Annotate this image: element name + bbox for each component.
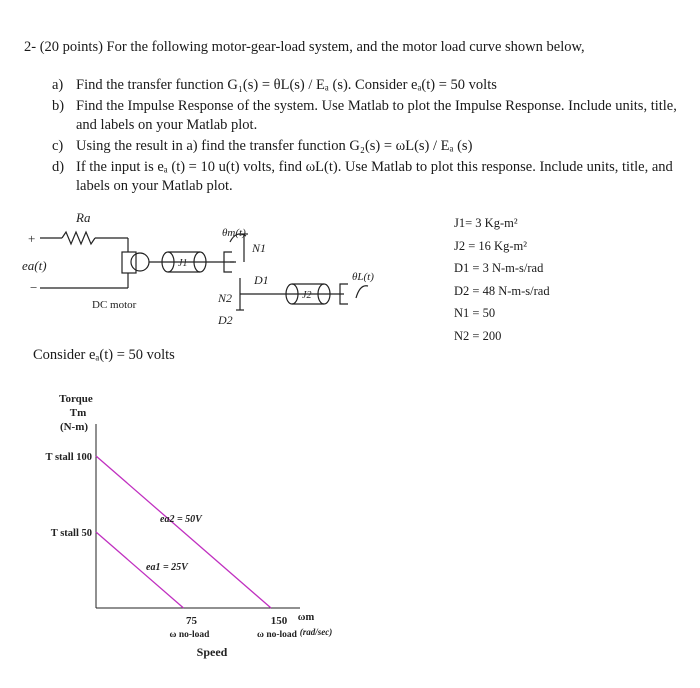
question-items [52, 76, 682, 198]
question-item-b [52, 97, 682, 135]
d1-label: D1 [254, 273, 269, 287]
param-d2: D2 = 48 N-m-s/rad [454, 283, 550, 298]
consider-note: Consider eₐ(t) = 50 volts [33, 347, 175, 363]
theta-m-label: θm(t) [222, 227, 246, 239]
question-item-c [52, 137, 682, 156]
x-axis-label: Speed [196, 645, 228, 659]
resistor-symbol [62, 232, 95, 244]
item-label: c) [52, 138, 64, 154]
source-label: ea(t) [22, 258, 47, 273]
parameters-list [454, 212, 550, 347]
series-label-0: ea2 = 50V [160, 514, 202, 525]
item-label: a) [52, 77, 64, 93]
y-label-line1: Torque [59, 393, 93, 405]
question-header: 2- (20 points) For the following motor-gear-load system, and the motor load curve shown below, [24, 39, 585, 55]
item-text: Find the Impulse Response of the system. Use Matlab to plot the Impulse Response. Include units, title, and labels on your Matlab plot. [76, 98, 677, 133]
x-tick-sub-1: ω no-load [257, 630, 297, 640]
param-j2: J2 = 16 Kg-m² [454, 238, 527, 253]
torque-speed-chart [0, 380, 400, 680]
item-text: Using the result in a) find the transfer function G₂(s) = ωL(s) / Eₐ (s) [76, 138, 473, 154]
series-line-0 [96, 456, 271, 608]
item-label: d) [52, 159, 65, 175]
param-n1: N1 = 50 [454, 306, 496, 320]
n1-label: N1 [252, 241, 267, 255]
param-n2: N2 = 200 [454, 328, 502, 343]
item-text: Find the transfer function G₁(s) = θL(s) / Eₐ (s). Consider eₐ(t) = 50 volts [76, 77, 497, 93]
plus-sign: + [28, 231, 36, 246]
y-label-line3: (N-m) [59, 421, 89, 433]
theta-l-label: θL(t) [352, 271, 374, 283]
param-j1: J1= 3 Kg-m² [454, 216, 518, 230]
param-d1: D1 = 3 N-m-s/rad [454, 261, 544, 275]
question-item-d [52, 158, 682, 196]
item-text: If the input is eₐ (t) = 10 u(t) volts, find ωL(t). Use Matlab to plot this response. Include units, title, and labels on your Matlab plot. [76, 159, 673, 194]
x-tick-sub-0: ω no-load [169, 630, 210, 640]
minus-sign: − [30, 280, 38, 295]
n2-label: N2 [218, 291, 233, 305]
theta-l-arrow [356, 286, 368, 298]
motor-gear-load-diagram [0, 200, 440, 340]
j2-label: J2 [302, 290, 312, 301]
j1-label: J1 [178, 258, 188, 269]
question-item-a [52, 76, 682, 95]
resistor-label: Ra [76, 210, 91, 225]
y-tick-label-1: T stall 50 [50, 528, 92, 539]
x-tick-label-0: 75 [186, 615, 197, 627]
x-axis-units: (rad/sec) [299, 627, 333, 637]
y-label-line2: Tm [69, 407, 87, 419]
x-axis-title: ωm [297, 612, 315, 623]
motor-armature [131, 253, 149, 271]
series-label-1: ea1 = 25V [146, 562, 188, 573]
y-tick-label-0: T stall 100 [45, 452, 92, 463]
motor-label: DC motor [92, 299, 137, 311]
item-label: b) [52, 98, 65, 114]
x-tick-label-1: 150 [270, 615, 288, 627]
d2-label: D2 [218, 313, 233, 327]
